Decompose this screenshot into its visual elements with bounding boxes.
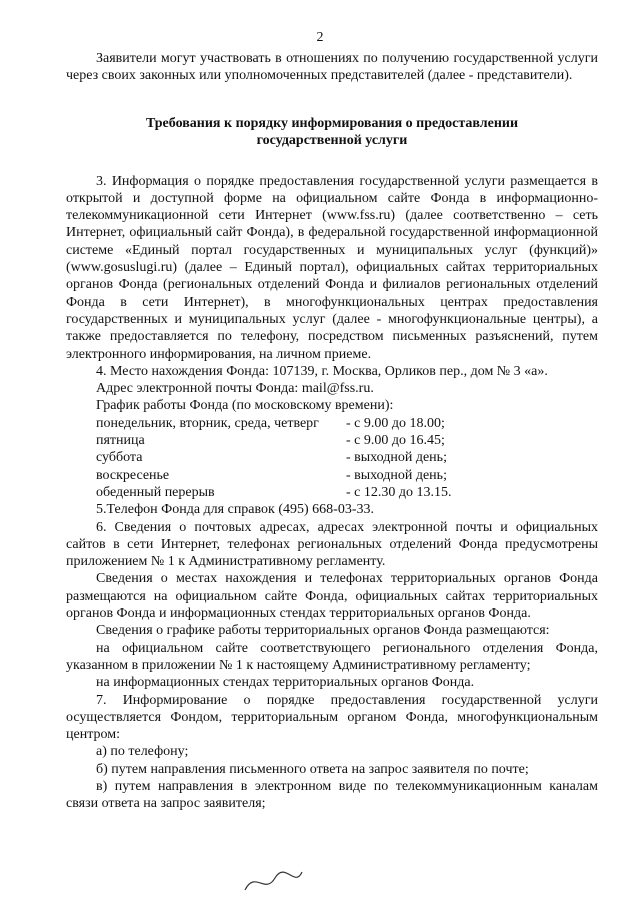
section-heading [66,115,598,149]
schedule-day: пятница [96,433,145,449]
schedule-time: - с 9.00 до 18.00; [346,415,445,431]
schedule-row [96,432,496,449]
heading-line-1: Требования к порядку информирования о предоставлении [145,115,519,131]
schedule-time: - выходной день; [346,467,447,483]
paragraph-7: 7. Информирование о порядке предоставления государственной услуги осуществляется Фондом, территориальным органом Фонда, многофункциональным центром: [66,692,598,743]
heading-line-2: государственной услуги [256,132,408,148]
paragraph-6-offices: Сведения о местах нахождения и телефонах территориальных органов Фонда размещаются на официальном сайте Фонда, официальных сайтах территориальных органов Фонда и информационных стендах территориальных органов Фонда. [66,571,598,622]
signature-mark [240,860,330,900]
document-body [66,50,598,813]
schedule-time: - с 9.00 до 16.45; [346,433,445,449]
email-line: Адрес электронной почты Фонда: mail@fss.ru. [96,381,374,397]
paragraph-6: 6. Сведения о почтовых адресах, адресах электронной почты и официальных сайтов в сети Интернет, телефонах региональных отделений Фонда предусмотрены приложением № 1 к Административному регламенту. [66,519,598,570]
list-item-a: а) по телефону; [96,744,189,760]
paragraph-5: 5.Телефон Фонда для справок (495) 668-03-33. [96,502,374,518]
schedule-time: - с 12.30 до 13.15. [346,484,452,500]
schedule-table [96,415,496,501]
schedule-row [96,415,496,432]
intro-paragraph: Заявители могут участвовать в отношениях по получению государственной услуги через своих законных или уполномоченных представителей (далее - представители). [66,51,598,84]
schedule-day: воскресенье [96,467,170,483]
paragraph-6-website: на официальном сайте соответствующего регионального отделения Фонда, указанном в приложении № 1 к настоящему Административному регламенту; [66,640,598,673]
schedule-time: - выходной день; [346,450,447,466]
schedule-day: обеденный перерыв [96,484,215,500]
schedule-row [96,484,496,501]
schedule-row [96,449,496,466]
schedule-title: График работы Фонда (по московскому времени): [96,398,394,414]
page-number: 2 [316,30,324,45]
list-item-b: б) путем направления письменного ответа на запрос заявителя по почте; [96,761,529,777]
paragraph-4: 4. Место нахождения Фонда: 107139, г. Москва, Орликов пер., дом № 3 «а». [96,363,548,379]
paragraph-6-stands: на информационных стендах территориальных органов Фонда. [96,675,475,691]
paragraph-3: 3. Информация о порядке предоставления государственной услуги размещается в открытой и доступной форме на официальном сайте Фонда в информационно-телекоммуникационной сети Интернет (www.fss.ru) (далее соответственно – сеть Интернет, официальный сайт Фонда), в федеральной государственной информационной системе «Единый портал государственных и муниципальных услуг (функций)» (www.gosuslugi.ru) (далее – Единый портал), официальных сайтах территориальных органов Фонда (региональных отделений Фонда и филиалов региональных отделений Фонда в сети Интернет), в многофункциональных центрах предоставления государственных и муниципальных услуг (далее - многофункциональные центры), а также предоставляется по телефону, посредством письменных разъяснений, путем электронного информирования, на личном приеме. [66,173,598,362]
schedule-row [96,467,496,484]
paragraph-6-schedule: Сведения о графике работы территориальных органов Фонда размещаются: [96,623,550,639]
schedule-day: понедельник, вторник, среда, четверг [96,415,319,431]
list-item-c: в) путем направления в электронном виде по телекоммуникационным каналам связи ответа на запрос заявителя; [66,778,598,812]
schedule-day: суббота [96,450,143,466]
